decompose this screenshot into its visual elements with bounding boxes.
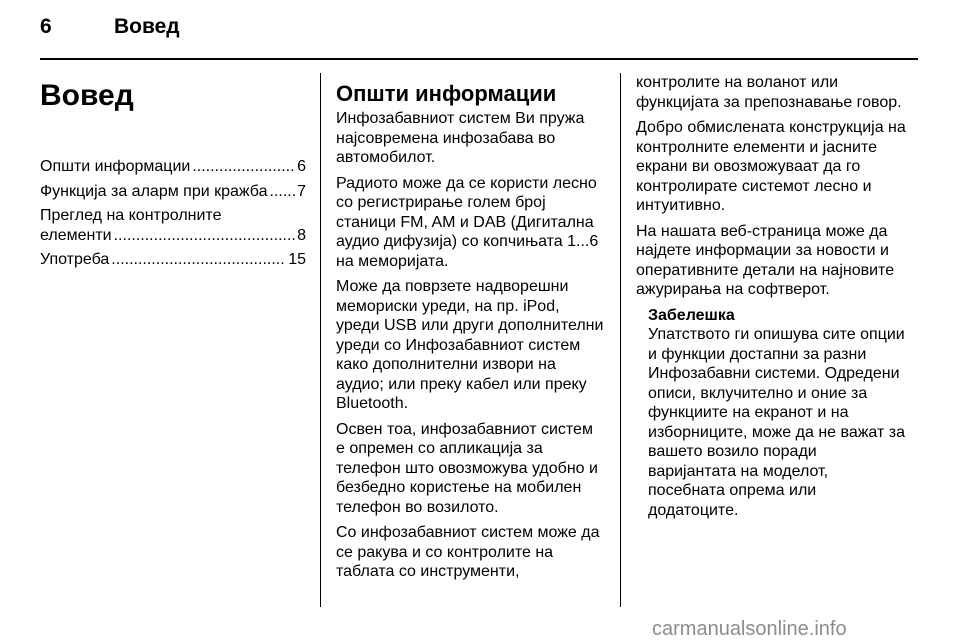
toc-page-number: 7 xyxy=(297,182,306,200)
chapter-title: Вовед xyxy=(40,79,134,112)
body-column-middle xyxy=(336,73,604,588)
toc-dot-leader xyxy=(269,182,295,202)
body-paragraph: Со инфозабавниот систем може да се ракува и со контролите на таблата со инструменти, xyxy=(336,524,600,580)
chapter-column xyxy=(40,73,306,275)
column-divider xyxy=(620,73,621,607)
toc-entry-label: Функција за аларм при кражба xyxy=(40,182,268,200)
toc-entry-label: Употреба xyxy=(40,251,110,268)
body-paragraph: На нашата веб-страница може да најдете информации за новости и оперативните детали на најновите ажурирања на софтверот. xyxy=(636,222,895,298)
toc-page-number: 8 xyxy=(297,226,306,244)
body-paragraph: контролите на воланот или функцијата за препознавање говор. xyxy=(636,74,902,111)
body-paragraph: Освен тоа, инфозабавниот систем е опремен со апликација за телефон што овозможува удобно и безбедно користење на мобилен телефон во возилото. xyxy=(336,420,598,516)
toc-page-number: 15 xyxy=(288,251,306,268)
watermark-text: carmanualsonline.info xyxy=(652,618,847,640)
note-box xyxy=(648,306,906,521)
body-paragraph: Инфозабавниот систем Ви пружа најсовремена инфозабава во автомобилот. xyxy=(336,110,585,166)
page-number: 6 xyxy=(40,15,52,38)
header-rule xyxy=(40,58,918,60)
toc-entry-label: елементи xyxy=(40,226,112,244)
body-paragraph: Радиото може да се користи лесно со регистрирање голем број станици FM, AM и DAB (Дигитална аудио дифузија) со копчињата 1...6 на меморијата. xyxy=(336,174,599,270)
toc-entry-label: Општи информации xyxy=(40,158,191,175)
section-title: Општи информации xyxy=(336,81,557,106)
toc-entry-theft-alarm[interactable] xyxy=(40,182,306,202)
toc-entry-general-info[interactable] xyxy=(40,157,306,177)
column-divider xyxy=(320,73,321,607)
toc-dot-leader xyxy=(192,157,295,177)
note-title: Забелешка xyxy=(648,306,735,324)
toc-page-number: 6 xyxy=(297,158,306,175)
body-paragraph: Може да поврзете надворешни мемориски уреди, на пр. iPod, уреди USB или други дополнителни уреди со Инфозабавниот систем како дополнителни извори на аудио; или преку кабел или преку Bluetooth. xyxy=(336,278,604,412)
toc-dot-leader xyxy=(114,226,295,246)
body-column-right xyxy=(636,73,906,526)
body-paragraph: Добро обмислената конструкција на контролните елементи и јасните екрани ви овозможуваат да го контролирате системот лесно и интуитивно. xyxy=(636,119,906,214)
toc-entry-label-line1: Преглед на контролните xyxy=(40,207,222,224)
toc-entry-usage[interactable] xyxy=(40,250,306,270)
header-title: Вовед xyxy=(114,15,180,38)
toc-entry-controls-overview[interactable] xyxy=(40,206,306,245)
note-text: Упатството ги опишува сите опции и функции достапни за разни Инфозабавни системи. Одредени описи, вклучително и оние за функциите на екранот и на изборниците, може да не важат за вашето возило поради варијантата на моделот, посебната опрема или додатоците. xyxy=(648,326,905,519)
toc-dot-leader xyxy=(111,250,286,270)
